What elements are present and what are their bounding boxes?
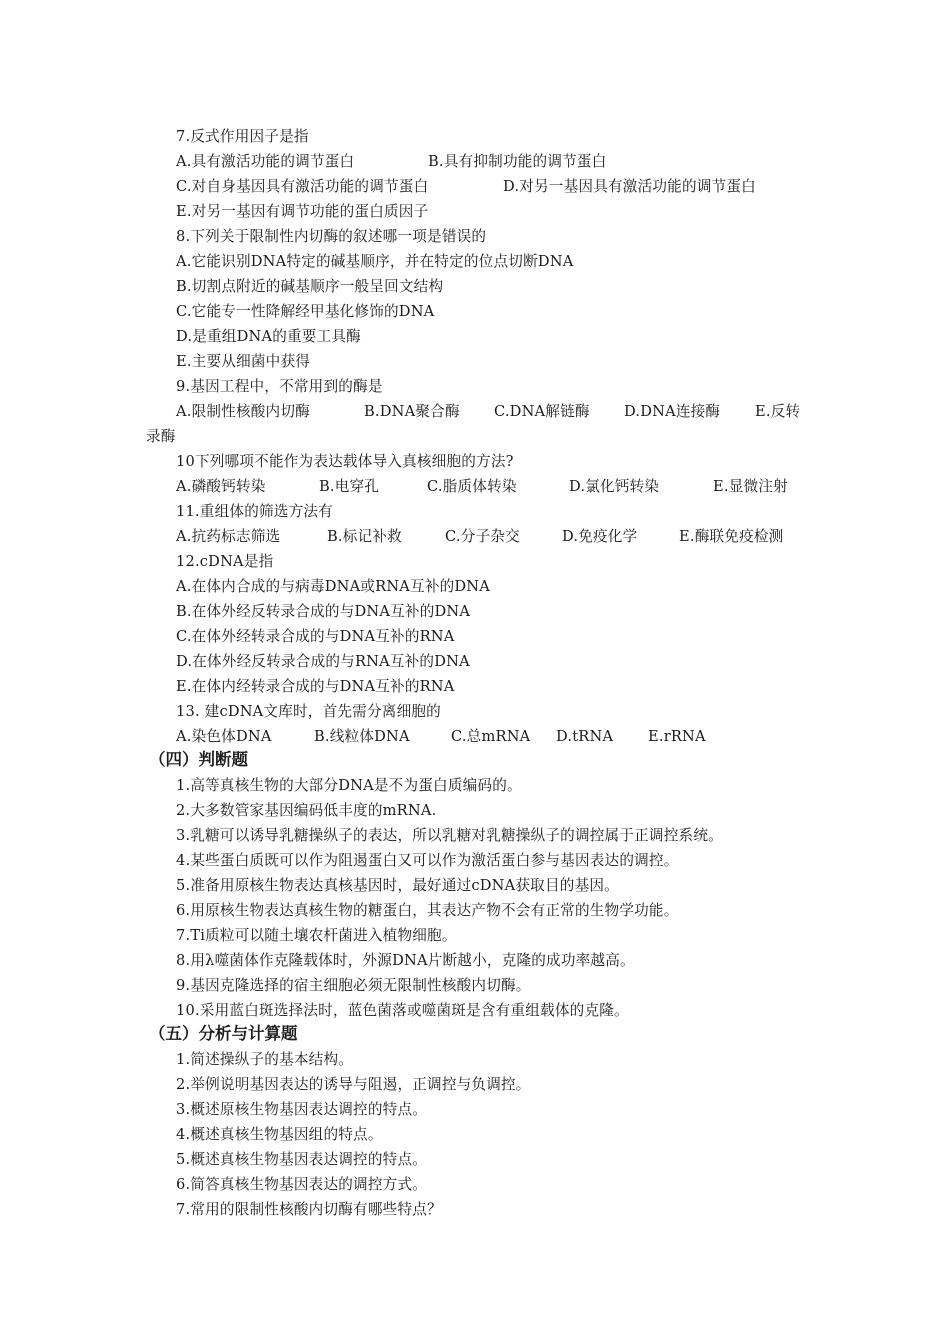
section-5-item-4: 4.概述真核生物基因组的特点。	[176, 1126, 383, 1143]
question-11-option-e: E.酶联免疫检测	[679, 528, 784, 545]
question-12-option-d: D.在体外经反转录合成的与RNA互补的DNA	[176, 653, 470, 670]
question-10-stem: 10下列哪项不能作为表达载体导入真核细胞的方法?	[176, 453, 514, 470]
question-8-option-c: C.它能专一性降解经甲基化修饰的DNA	[176, 303, 435, 320]
question-12-option-a: A.在体内合成的与病毒DNA或RNA互补的DNA	[176, 578, 491, 595]
section-4-item-1: 1.高等真核生物的大部分DNA是不为蛋白质编码的。	[176, 777, 522, 794]
question-9-option-b: B.DNA聚合酶	[364, 403, 460, 420]
question-9-option-a: A.限制性核酸内切酶	[176, 403, 310, 420]
section-5-item-1: 1.简述操纵子的基本结构。	[176, 1051, 354, 1068]
question-13-option-d: D.tRNA	[556, 728, 614, 745]
question-11-option-d: D.免疫化学	[562, 528, 638, 545]
question-7-option-a: A.具有激活功能的调节蛋白	[176, 153, 355, 170]
section-4-item-5: 5.准备用原核生物表达真核基因时，最好通过cDNA获取目的基因。	[176, 877, 619, 894]
section-5-item-7: 7.常用的限制性核酸内切酶有哪些特点？	[176, 1201, 442, 1218]
question-9-option-c: C.DNA解链酶	[494, 403, 590, 420]
question-11-option-c: C.分子杂交	[445, 528, 520, 545]
section-4-item-3: 3.乳糖可以诱导乳糖操纵子的表达，所以乳糖对乳糖操纵子的调控属于正调控系统。	[176, 827, 723, 844]
section-5-item-3: 3.概述原核生物基因表达调控的特点。	[176, 1101, 428, 1118]
question-7-option-c: C.对自身基因具有激活功能的调节蛋白	[176, 178, 429, 195]
question-13-stem: 13. 建cDNA文库时，首先需分离细胞的	[176, 703, 441, 720]
question-9-stem: 9.基因工程中，不常用到的酶是	[176, 378, 383, 395]
question-11-option-b: B.标记补救	[327, 528, 402, 545]
section-4-item-10: 10.采用蓝白斑选择法时，蓝色菌落或噬菌斑是含有重组载体的克隆。	[176, 1002, 629, 1019]
section-4-item-9: 9.基因克隆选择的宿主细胞必须无限制性核酸内切酶。	[176, 977, 531, 994]
section-4-heading: （四）判断题	[149, 750, 248, 769]
question-8-option-b: B.切割点附近的碱基顺序一般呈回文结构	[176, 278, 444, 295]
question-7-stem: 7.反式作用因子是指	[176, 128, 309, 145]
question-8-option-d: D.是重组DNA的重要工具酶	[176, 328, 361, 345]
question-12-option-e: E.在体内经转录合成的与DNA互补的RNA	[176, 678, 455, 695]
section-5-item-5: 5.概述真核生物基因表达调控的特点。	[176, 1151, 428, 1168]
question-12-stem: 12.cDNA是指	[176, 553, 274, 570]
section-4-item-4: 4.某些蛋白质既可以作为阻遏蛋白又可以作为激活蛋白参与基因表达的调控。	[176, 852, 679, 869]
question-7-option-b: B.具有抑制功能的调节蛋白	[428, 153, 607, 170]
question-13-option-e: E.rRNA	[648, 728, 706, 745]
question-12-option-b: B.在体外经反转录合成的与DNA互补的DNA	[176, 603, 471, 620]
question-13-option-c: C.总mRNA	[451, 728, 531, 745]
question-10-option-c: C.脂质体转染	[427, 478, 517, 495]
question-8-stem: 8.下列关于限制性内切酶的叙述哪一项是错误的	[176, 228, 487, 245]
question-7-option-e: E.对另一基因有调节功能的蛋白质因子	[176, 203, 429, 220]
question-9-option-d: D.DNA连接酶	[624, 403, 721, 420]
section-5-item-2: 2.举例说明基因表达的诱导与阻遏，正调控与负调控。	[176, 1076, 531, 1093]
section-4-item-7: 7.Ti质粒可以随土壤农杆菌进入植物细胞。	[176, 927, 457, 944]
question-13-option-a: A.染色体DNA	[176, 728, 272, 745]
question-13-option-b: B.线粒体DNA	[314, 728, 410, 745]
question-7-option-d: D.对另一基因具有激活功能的调节蛋白	[503, 178, 756, 195]
question-8-option-e: E.主要从细菌中获得	[176, 353, 311, 370]
question-10-option-d: D.氯化钙转染	[569, 478, 660, 495]
section-4-item-2: 2.大多数管家基因编码低丰度的mRNA.	[176, 802, 437, 819]
question-10-option-b: B.电穿孔	[319, 478, 380, 495]
question-9-option-e-continued: 录酶	[146, 428, 176, 445]
section-4-item-8: 8.用λ噬菌体作克隆载体时，外源DNA片断越小，克隆的成功率越高。	[176, 952, 635, 969]
section-4-item-6: 6.用原核生物表达真核生物的糖蛋白，其表达产物不会有正常的生物学功能。	[176, 902, 679, 919]
question-8-option-a: A.它能识别DNA特定的碱基顺序，并在特定的位点切断DNA	[176, 253, 574, 270]
question-9-option-e: E.反转	[755, 403, 801, 420]
question-12-option-c: C.在体外经转录合成的与DNA互补的RNA	[176, 628, 455, 645]
question-10-option-a: A.磷酸钙转染	[176, 478, 266, 495]
question-10-option-e: E.显微注射	[713, 478, 788, 495]
section-5-item-6: 6.简答真核生物基因表达的调控方式。	[176, 1176, 428, 1193]
section-5-heading: （五）分析与计算题	[149, 1024, 298, 1043]
question-11-option-a: A.抗药标志筛选	[176, 528, 281, 545]
question-11-stem: 11.重组体的筛选方法有	[176, 503, 333, 520]
